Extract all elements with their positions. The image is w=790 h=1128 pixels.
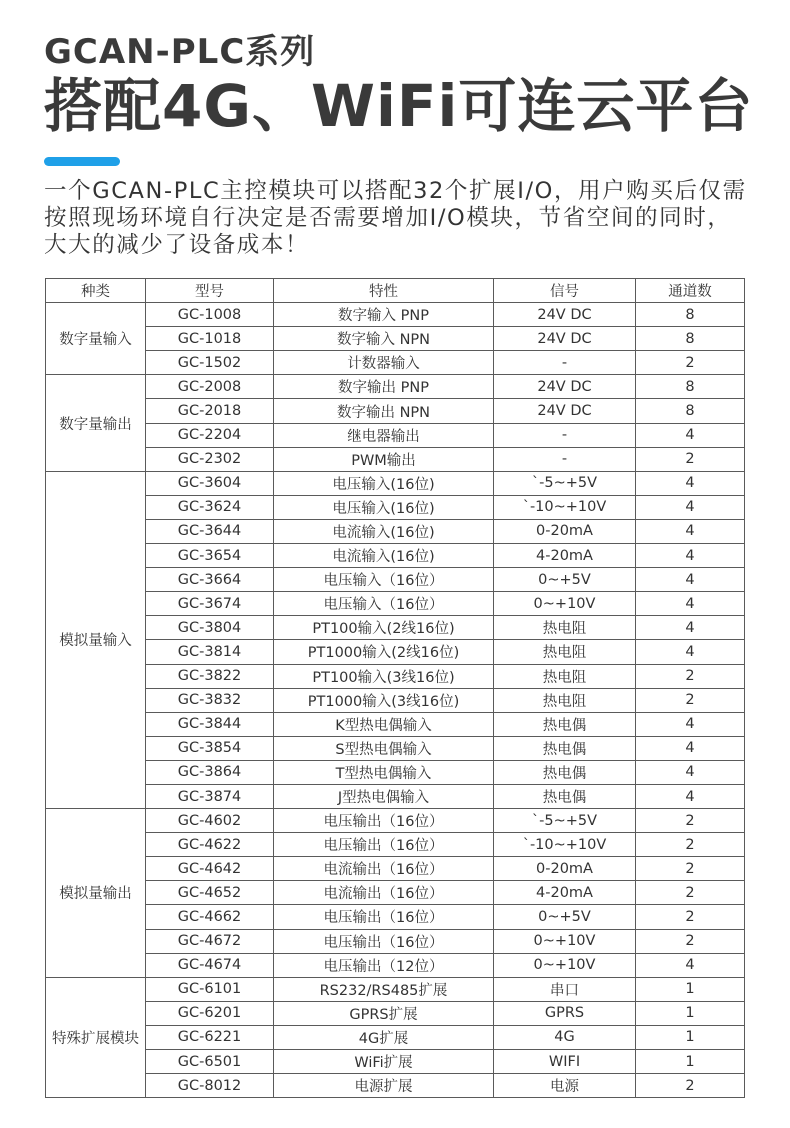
signal-cell: `-10~+10V bbox=[494, 495, 636, 519]
channels-cell: 2 bbox=[636, 809, 745, 833]
feature-cell: J型热电偶输入 bbox=[274, 784, 494, 808]
feature-cell: 电压输入(16位) bbox=[274, 471, 494, 495]
channels-cell: 4 bbox=[636, 592, 745, 616]
model-cell: GC-4622 bbox=[146, 833, 274, 857]
signal-cell: 0~+10V bbox=[494, 929, 636, 953]
feature-cell: 电压输出（12位） bbox=[274, 953, 494, 977]
model-cell: GC-1018 bbox=[146, 327, 274, 351]
table-row bbox=[46, 616, 745, 640]
channels-cell: 4 bbox=[636, 495, 745, 519]
module-spec-table bbox=[45, 278, 745, 1098]
channels-cell: 2 bbox=[636, 881, 745, 905]
model-cell: GC-3854 bbox=[146, 736, 274, 760]
channels-cell: 2 bbox=[636, 905, 745, 929]
model-cell: GC-6501 bbox=[146, 1050, 274, 1074]
signal-cell: 串口 bbox=[494, 977, 636, 1001]
signal-cell: 电源 bbox=[494, 1074, 636, 1098]
channels-cell: 2 bbox=[636, 351, 745, 375]
model-cell: GC-2302 bbox=[146, 447, 274, 471]
signal-cell: 热电阻 bbox=[494, 688, 636, 712]
model-cell: GC-3644 bbox=[146, 519, 274, 543]
channels-cell: 4 bbox=[636, 519, 745, 543]
signal-cell: 24V DC bbox=[494, 399, 636, 423]
feature-cell: 电流输出（16位） bbox=[274, 857, 494, 881]
channels-cell: 4 bbox=[636, 760, 745, 784]
feature-cell: 数字输入 NPN bbox=[274, 327, 494, 351]
channels-cell: 4 bbox=[636, 544, 745, 568]
model-cell: GC-3874 bbox=[146, 784, 274, 808]
table-row bbox=[46, 784, 745, 808]
signal-cell: 0~+10V bbox=[494, 953, 636, 977]
table-header-row bbox=[46, 279, 745, 303]
feature-cell: 电流输出（16位） bbox=[274, 881, 494, 905]
model-cell: GC-4602 bbox=[146, 809, 274, 833]
model-cell: GC-2008 bbox=[146, 375, 274, 399]
category-cell: 模拟量输入 bbox=[46, 471, 146, 808]
table-row bbox=[46, 688, 745, 712]
model-cell: GC-8012 bbox=[146, 1074, 274, 1098]
column-header-category: 种类 bbox=[46, 279, 146, 303]
signal-cell: 0~+5V bbox=[494, 568, 636, 592]
model-cell: GC-4674 bbox=[146, 953, 274, 977]
signal-cell: `-5~+5V bbox=[494, 471, 636, 495]
category-cell: 模拟量输出 bbox=[46, 809, 146, 978]
signal-cell: 0-20mA bbox=[494, 519, 636, 543]
intro-paragraph: 一个GCAN-PLC主控模块可以搭配32个扩展I/O，用户购买后仅需按照现场环境自行决定是否需要增加I/O模块，节省空间的同时，大大的减少了设备成本！ bbox=[44, 178, 747, 258]
signal-cell: 热电阻 bbox=[494, 616, 636, 640]
channels-cell: 1 bbox=[636, 977, 745, 1001]
channels-cell: 4 bbox=[636, 784, 745, 808]
signal-cell: - bbox=[494, 423, 636, 447]
table-row bbox=[46, 423, 745, 447]
channels-cell: 4 bbox=[636, 568, 745, 592]
table-row bbox=[46, 640, 745, 664]
model-cell: GC-4642 bbox=[146, 857, 274, 881]
channels-cell: 8 bbox=[636, 327, 745, 351]
feature-cell: 4G扩展 bbox=[274, 1025, 494, 1049]
signal-cell: 4-20mA bbox=[494, 544, 636, 568]
feature-cell: S型热电偶输入 bbox=[274, 736, 494, 760]
table-row bbox=[46, 833, 745, 857]
model-cell: GC-3832 bbox=[146, 688, 274, 712]
channels-cell: 2 bbox=[636, 929, 745, 953]
channels-cell: 2 bbox=[636, 1074, 745, 1098]
signal-cell: 热电偶 bbox=[494, 736, 636, 760]
table-row bbox=[46, 712, 745, 736]
table-row bbox=[46, 592, 745, 616]
model-cell: GC-1008 bbox=[146, 303, 274, 327]
feature-cell: 电压输出（16位） bbox=[274, 929, 494, 953]
channels-cell: 4 bbox=[636, 736, 745, 760]
table-row bbox=[46, 303, 745, 327]
table-row bbox=[46, 1074, 745, 1098]
model-cell: GC-1502 bbox=[146, 351, 274, 375]
feature-cell: 继电器输出 bbox=[274, 423, 494, 447]
signal-cell: 4-20mA bbox=[494, 881, 636, 905]
page-title: 搭配4G、WiFi可连云平台 bbox=[44, 72, 754, 140]
model-cell: GC-3664 bbox=[146, 568, 274, 592]
category-cell: 数字量输出 bbox=[46, 375, 146, 471]
table-row bbox=[46, 760, 745, 784]
signal-cell: 0~+5V bbox=[494, 905, 636, 929]
signal-cell: 热电偶 bbox=[494, 760, 636, 784]
model-cell: GC-6221 bbox=[146, 1025, 274, 1049]
feature-cell: PT1000输入(3线16位) bbox=[274, 688, 494, 712]
feature-cell: WiFi扩展 bbox=[274, 1050, 494, 1074]
signal-cell: GPRS bbox=[494, 1001, 636, 1025]
channels-cell: 4 bbox=[636, 423, 745, 447]
signal-cell: - bbox=[494, 447, 636, 471]
signal-cell: 24V DC bbox=[494, 327, 636, 351]
channels-cell: 2 bbox=[636, 833, 745, 857]
model-cell: GC-3844 bbox=[146, 712, 274, 736]
series-subtitle: GCAN-PLC系列 bbox=[44, 32, 316, 72]
signal-cell: WIFI bbox=[494, 1050, 636, 1074]
signal-cell: 4G bbox=[494, 1025, 636, 1049]
feature-cell: 电压输入（16位） bbox=[274, 568, 494, 592]
feature-cell: 数字输出 PNP bbox=[274, 375, 494, 399]
feature-cell: T型热电偶输入 bbox=[274, 760, 494, 784]
table-row bbox=[46, 1001, 745, 1025]
channels-cell: 1 bbox=[636, 1001, 745, 1025]
feature-cell: PWM输出 bbox=[274, 447, 494, 471]
signal-cell: 24V DC bbox=[494, 303, 636, 327]
feature-cell: 电流输入(16位) bbox=[274, 544, 494, 568]
category-cell: 特殊扩展模块 bbox=[46, 977, 146, 1097]
table-row bbox=[46, 471, 745, 495]
feature-cell: 电流输入(16位) bbox=[274, 519, 494, 543]
feature-cell: 电压输入(16位) bbox=[274, 495, 494, 519]
channels-cell: 8 bbox=[636, 303, 745, 327]
signal-cell: 热电阻 bbox=[494, 640, 636, 664]
signal-cell: 热电偶 bbox=[494, 712, 636, 736]
model-cell: GC-4672 bbox=[146, 929, 274, 953]
feature-cell: 数字输入 PNP bbox=[274, 303, 494, 327]
table-row bbox=[46, 544, 745, 568]
model-cell: GC-4662 bbox=[146, 905, 274, 929]
table-row bbox=[46, 519, 745, 543]
signal-cell: 热电阻 bbox=[494, 664, 636, 688]
feature-cell: GPRS扩展 bbox=[274, 1001, 494, 1025]
channels-cell: 4 bbox=[636, 712, 745, 736]
feature-cell: 电源扩展 bbox=[274, 1074, 494, 1098]
channels-cell: 2 bbox=[636, 857, 745, 881]
feature-cell: 电压输出（16位） bbox=[274, 833, 494, 857]
table-row bbox=[46, 664, 745, 688]
channels-cell: 4 bbox=[636, 616, 745, 640]
table-row bbox=[46, 905, 745, 929]
table-row bbox=[46, 857, 745, 881]
channels-cell: 8 bbox=[636, 399, 745, 423]
table-body bbox=[46, 303, 745, 1098]
signal-cell: `-10~+10V bbox=[494, 833, 636, 857]
signal-cell: - bbox=[494, 351, 636, 375]
feature-cell: 电压输入（16位） bbox=[274, 592, 494, 616]
table-row bbox=[46, 953, 745, 977]
model-cell: GC-3624 bbox=[146, 495, 274, 519]
table-row bbox=[46, 399, 745, 423]
channels-cell: 2 bbox=[636, 688, 745, 712]
feature-cell: PT1000输入(2线16位) bbox=[274, 640, 494, 664]
model-cell: GC-3654 bbox=[146, 544, 274, 568]
column-header-channels: 通道数 bbox=[636, 279, 745, 303]
table-row bbox=[46, 881, 745, 905]
model-cell: GC-4652 bbox=[146, 881, 274, 905]
signal-cell: `-5~+5V bbox=[494, 809, 636, 833]
feature-cell: K型热电偶输入 bbox=[274, 712, 494, 736]
model-cell: GC-3604 bbox=[146, 471, 274, 495]
table-row bbox=[46, 929, 745, 953]
signal-cell: 0-20mA bbox=[494, 857, 636, 881]
model-cell: GC-6201 bbox=[146, 1001, 274, 1025]
feature-cell: PT100输入(3线16位) bbox=[274, 664, 494, 688]
model-cell: GC-2018 bbox=[146, 399, 274, 423]
feature-cell: 电压输出（16位） bbox=[274, 809, 494, 833]
signal-cell: 热电偶 bbox=[494, 784, 636, 808]
table-row bbox=[46, 809, 745, 833]
table-row bbox=[46, 447, 745, 471]
channels-cell: 8 bbox=[636, 375, 745, 399]
table-row bbox=[46, 568, 745, 592]
channels-cell: 1 bbox=[636, 1025, 745, 1049]
model-cell: GC-3814 bbox=[146, 640, 274, 664]
feature-cell: 电压输出（16位） bbox=[274, 905, 494, 929]
feature-cell: RS232/RS485扩展 bbox=[274, 977, 494, 1001]
table-row bbox=[46, 1025, 745, 1049]
feature-cell: 计数器输入 bbox=[274, 351, 494, 375]
channels-cell: 2 bbox=[636, 447, 745, 471]
channels-cell: 1 bbox=[636, 1050, 745, 1074]
feature-cell: 数字输出 NPN bbox=[274, 399, 494, 423]
signal-cell: 24V DC bbox=[494, 375, 636, 399]
title-accent-bar bbox=[44, 157, 120, 166]
table-row bbox=[46, 1050, 745, 1074]
column-header-signal: 信号 bbox=[494, 279, 636, 303]
table-row bbox=[46, 327, 745, 351]
channels-cell: 4 bbox=[636, 471, 745, 495]
feature-cell: PT100输入(2线16位) bbox=[274, 616, 494, 640]
model-cell: GC-3822 bbox=[146, 664, 274, 688]
signal-cell: 0~+10V bbox=[494, 592, 636, 616]
table-row bbox=[46, 736, 745, 760]
table-row bbox=[46, 351, 745, 375]
category-cell: 数字量输入 bbox=[46, 303, 146, 375]
table-row bbox=[46, 977, 745, 1001]
model-cell: GC-3804 bbox=[146, 616, 274, 640]
model-cell: GC-2204 bbox=[146, 423, 274, 447]
table-row bbox=[46, 495, 745, 519]
channels-cell: 4 bbox=[636, 640, 745, 664]
model-cell: GC-3674 bbox=[146, 592, 274, 616]
channels-cell: 2 bbox=[636, 664, 745, 688]
column-header-model: 型号 bbox=[146, 279, 274, 303]
model-cell: GC-3864 bbox=[146, 760, 274, 784]
column-header-feature: 特性 bbox=[274, 279, 494, 303]
model-cell: GC-6101 bbox=[146, 977, 274, 1001]
table-row bbox=[46, 375, 745, 399]
channels-cell: 4 bbox=[636, 953, 745, 977]
